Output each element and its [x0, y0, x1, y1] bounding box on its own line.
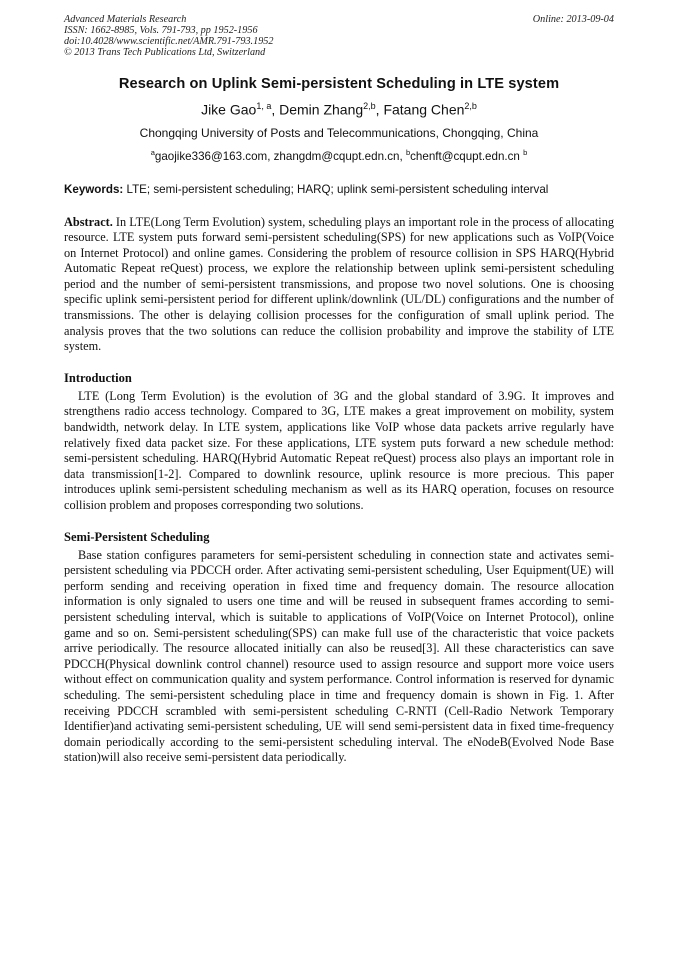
author-superscript: 1, a: [256, 101, 272, 111]
section-heading-semi-persistent-scheduling: Semi-Persistent Scheduling: [64, 529, 210, 544]
author-name: Jike Gao: [201, 101, 257, 118]
abstract-label: Abstract.: [64, 214, 113, 229]
author-name: Fatang Chen: [383, 101, 465, 118]
section-paragraph-introduction: LTE (Long Term Evolution) is the evolution of 3G and the global standard of 3.9G. It improves and strengthens radio access technology. Compared to 3G, LTE makes a great improvement on mobility, system bandwidth, network delay. In LTE system, applications like VoIP whose data packets arrive regularly have relatively fixed data packet size. For these applications, LTE system puts forward a new schedule method: semi-persistent scheduling. HARQ(Hybrid Automatic Repeat reQuest) process also plays an important role in data transmission[1-2]. Compared to downlink resource, uplink resource is more precious. This paper introduces uplink semi-persistent scheduling mechanism as well as its HARQ operation, focuses on resource collision problem and proposes corresponding two solutions.: [64, 388, 614, 513]
journal-doi: doi:10.4028/www.scientific.net/AMR.791-793.1952: [64, 36, 274, 47]
online-date: Online: 2013-09-04: [532, 14, 614, 25]
abstract: [64, 215, 614, 355]
keywords-label: Keywords:: [64, 182, 124, 196]
journal-header: [64, 14, 614, 58]
journal-copyright: © 2013 Trans Tech Publications Ltd, Switzerland: [64, 47, 266, 58]
journal-name: Advanced Materials Research: [64, 14, 187, 25]
email-line: [64, 148, 614, 163]
author-name: Demin Zhang: [279, 101, 364, 118]
section-heading-introduction: Introduction: [64, 370, 132, 385]
keywords: [64, 183, 614, 196]
section-paragraph-semi-persistent-scheduling: Base station configures parameters for semi-persistent scheduling in connection state and activates semi-persistent scheduling via PDCCH order. After activating semi-persistent scheduling, User Equipment(UE) will perform sending and receiving operation in fixed time and frequency domain. The resource allocation information is only signaled to users one time and will be reused in subsequent frames according to semi-persistent scheduling interval, which is suitable to applications of VoIP(Voice on Internet Protocol), online game and so on. Semi-persistent scheduling(SPS) can make full use of the characteristic that voice packets arrive periodically. The resource allocated initially can also be reused[3]. All these characteristics can save PDCCH(Physical downlink control channel) resource used to assign resource and support more voice users without effect on communication quality and system performance. Control information is reserved for dynamic scheduling. The semi-persistent scheduling place in time and frequency domain is shown in Fig. 1. After receiving PDCCH scrambled with semi-persistent scheduling C-RNTI (Cell-Radio Network Temporary Identifier)and activating semi-persistent scheduling, UE will send semi-persistent data in fixed time-frequency domain periodically according to the semi-persistent scheduling interval. The eNodeB(Evolved Node Base station)will also receive semi-persistent data periodically.: [64, 547, 614, 765]
author-list: Jike Gao$^{1, a}$, Demin Zhang$^{2,b}$, Fatang Chen$^{2,b}$: [201, 101, 477, 118]
paper-title: Research on Uplink Semi-persistent Scheduling in LTE system: [118, 76, 560, 92]
abstract-text: In LTE(Long Term Evolution) system, scheduling plays an important role in the process of allocating resource. LTE system puts forward semi-persistent scheduling(SPS) for new applications such as VoIP(Voice on Internet Protocol) and online games. Considering the problem of resource collision in SPS HARQ(Hybrid Automatic Repeat reQuest) process, we explore the relationship between uplink semi-persistent scheduling period and the number of semi-persistent transmissions, and propose two novel solutions. One is choosing specific uplink semi-persistent period for different uplink/downlink (UL/DL) configurations and the number of transmissions. The other is delaying collision processes for the configuration of small uplink period. The analysis proves that the two solutions can reduce the collision probability and improve the stability of LTE system.: [64, 214, 615, 354]
email-text: gaojike336@163.com, zhangdm@cqupt.edn.cn,: [154, 149, 403, 163]
affiliation: Chongqing University of Posts and Telecommunications, Chongqing, China: [139, 125, 539, 140]
author-superscript: 2,b: [363, 101, 376, 111]
author-superscript: 2,b: [464, 101, 477, 111]
email-superscript: b: [405, 147, 411, 157]
email-text: chenft@cqupt.edn.cn: [410, 149, 520, 163]
keywords-text: LTE; semi-persistent scheduling; HARQ; uplink semi-persistent scheduling interval: [126, 182, 549, 196]
journal-issn: ISSN: 1662-8985, Vols. 791-793, pp 1952-1956: [64, 25, 258, 36]
email-superscript: b: [523, 147, 528, 157]
email-superscript: a: [150, 147, 155, 157]
